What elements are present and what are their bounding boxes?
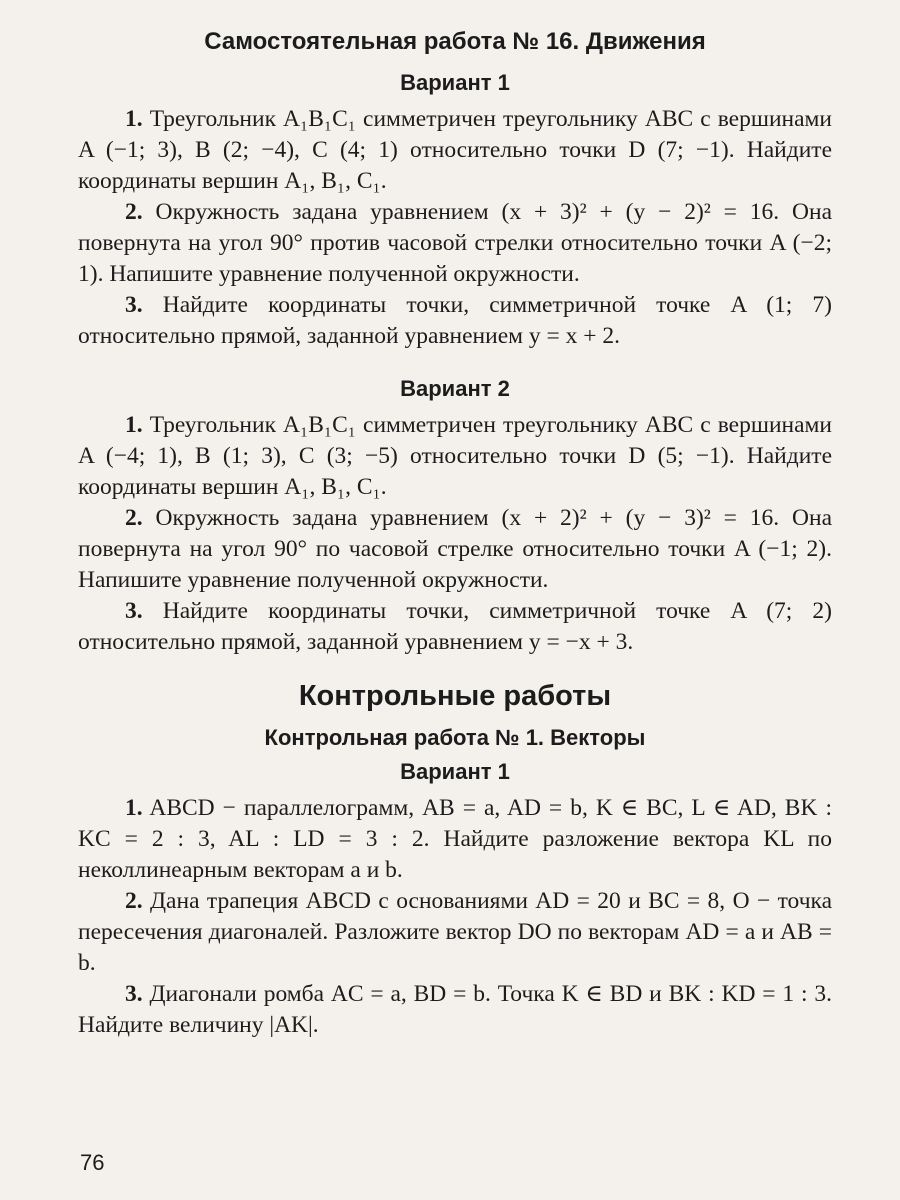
task-item: 3. Найдите координаты точки, симметричной точке A (1; 7) относительно прямой, заданной уравнением y = x + 2. (78, 292, 833, 349)
section-title: Контрольные работы (298, 680, 612, 712)
section-title: Самостоятельная работа № 16. Движения (204, 28, 706, 55)
page-number: 76 (80, 1150, 105, 1175)
variant-heading: Вариант 1 (400, 759, 510, 784)
task-item: 2. Окружность задана уравнением (x + 3)² + (y − 2)² = 16. Она повернута на угол 90° против часовой стрелки относительно точки A (−2; 1). Напишите уравнение полученной окружности. (78, 199, 833, 287)
task-item: 1. Треугольник A₁B₁C₁ симметричен треугольнику ABC с вершинами A (−1; 3), B (2; −4), C (4; 1) относительно точки D (7; −1). Найдите координаты вершин A₁, B₁, C₁. (78, 106, 832, 194)
subsection-title: Контрольная работа № 1. Векторы (264, 725, 646, 750)
task-item: 2. Дана трапеция ABCD с основаниями AD = 20 и BC = 8, O − точка пересечения диагоналей. Разложите вектор DO по векторам AD = a и AB = b. (78, 888, 833, 976)
task-item: 3. Диагонали ромба AC = a, BD = b. Точка K ∈ BD и BK : KD = 1 : 3. Найдите величину |AK|. (78, 981, 833, 1038)
task-item: 3. Найдите координаты точки, симметричной точке A (7; 2) относительно прямой, заданной уравнением y = −x + 3. (78, 598, 833, 655)
task-item: 1. Треугольник A₁B₁C₁ симметричен треугольнику ABC с вершинами A (−4; 1), B (1; 3), C (3; −5) относительно точки D (5; −1). Найдите координаты вершин A₁, B₁, C₁. (78, 412, 832, 500)
task-item: 2. Окружность задана уравнением (x + 2)² + (y − 3)² = 16. Она повернута на угол 90° по часовой стрелке относительно точки A (−1; 2). Напишите уравнение полученной окружности. (78, 505, 833, 593)
task-item: 1. ABCD − параллелограмм, AB = a, AD = b, K ∈ BC, L ∈ AD, BK : KC = 2 : 3, AL : LD = 3 : 2. Найдите разложение вектора KL по неколлинеарным векторам a и b. (78, 795, 832, 883)
variant-heading: Вариант 2 (400, 376, 510, 401)
variant-heading: Вариант 1 (400, 70, 510, 95)
